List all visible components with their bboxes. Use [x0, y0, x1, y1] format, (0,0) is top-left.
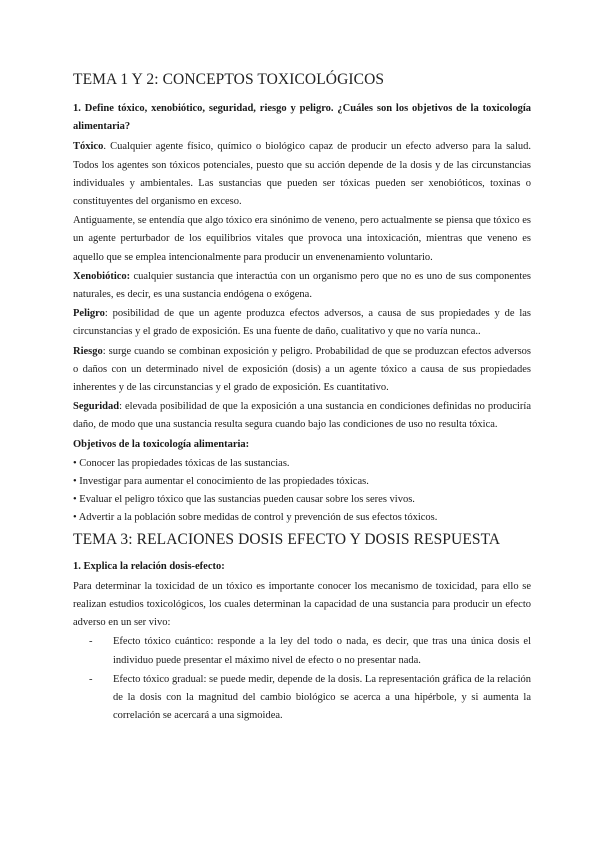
- seguridad-term: Seguridad: [73, 401, 120, 413]
- peligro-definition: : posibilidad de que un agente produzca efectos adversos, a causa de sus propiedades y de las circunstancias y el grado de exposición. Es una fuente de daño, cualitativo y que no varía nunca..: [73, 308, 531, 338]
- tema1-question: 1. Define tóxico, xenobiótico, seguridad, riesgo y peligro. ¿Cuáles son los objetivos de la toxicología alimentaria?: [73, 103, 531, 133]
- efecto-list: [73, 633, 531, 725]
- peligro-paragraph: [73, 305, 531, 341]
- xenobiotico-definition: cualquier sustancia que interactúa con un organismo pero que no es uno de sus componentes naturales, es decir, es una sustancia endógena o exógena.: [73, 270, 531, 301]
- tema3-intro: Para determinar la toxicidad de un tóxico es importante conocer los mecanismo de toxicidad, para ello se realizan estudios toxicológicos, los cuales determinan la capacidad de una sustancia para producir un efecto adverso en un ser vivo:: [73, 580, 531, 629]
- dash-bullet: -: [89, 673, 93, 685]
- riesgo-term: Riesgo: [73, 345, 103, 357]
- list-item-text: Efecto tóxico cuántico: responde a la ley del todo o nada, es decir, que tras una única dosis el individuo puede presentar el máximo nivel de efecto o no presentar nada.: [113, 636, 531, 666]
- seguridad-definition: : elevada posibilidad de que la exposición a una sustancia en condiciones definidas no produciría daño, de modo que una sustancia resulta segura cuando bajo las condiciones de uso no resulta tóxica.: [73, 401, 531, 431]
- riesgo-definition: : surge cuando se combinan exposición y peligro. Probabilidad de que se produzcan efectos adversos o daños con un determinado nivel de exposición (dosis) a un agente tóxico a causa de sus propiedades inherentes y de las circunstancias y el grado de exposición. Es cuantitativo.: [73, 345, 531, 394]
- tema3-title: TEMA 3: RELACIONES DOSIS EFECTO Y DOSIS RESPUESTA: [73, 530, 501, 548]
- objetivo-item: • Advertir a la población sobre medidas de control y prevención de sus efectos tóxicos.: [73, 512, 438, 524]
- riesgo-paragraph: [73, 343, 531, 398]
- toxico-term: Tóxico: [73, 141, 104, 153]
- tema1-title: TEMA 1 Y 2: CONCEPTOS TOXICOLÓGICOS: [73, 71, 385, 88]
- dash-bullet: -: [89, 636, 93, 648]
- objetivo-item: • Investigar para aumentar el conocimiento de las propiedades tóxicas.: [73, 476, 369, 488]
- toxico-definition: . Cualquier agente físico, químico o biológico capaz de producir un efecto adverso para la salud. Todos los agentes son tóxicos potenciales, puesto que su acción depende de la dosis y de las circunstancias individuales y ambientales. Las sustancias que pueden ser tóxicas pueden ser xenobióticos, toxinas o constituyentes del organismo en exceso.: [73, 141, 531, 208]
- objetivos-title: Objetivos de la toxicología alimentaria:: [73, 438, 250, 450]
- list-item: [73, 633, 531, 669]
- objetivo-item: • Conocer las propiedades tóxicas de las sustancias.: [73, 457, 290, 469]
- xenobiotico-paragraph: [73, 268, 531, 304]
- document-page: [73, 70, 531, 727]
- list-item-text: Efecto tóxico gradual: se puede medir, depende de la dosis. La representación gráfica de la relación de la dosis con la magnitud del cambio biológico se acerca a una hipérbole, y si aumenta la correlación se acercará a una sigmoidea.: [113, 673, 531, 722]
- xenobiotico-term: Xenobiótico:: [73, 270, 131, 282]
- toxico-paragraph: [73, 138, 531, 211]
- tema3-question: 1. Explica la relación dosis-efecto:: [73, 560, 225, 572]
- seguridad-paragraph: [73, 398, 531, 434]
- list-item: [73, 671, 531, 726]
- peligro-term: Peligro: [73, 308, 105, 320]
- objetivo-item: • Evaluar el peligro tóxico que las sustancias pueden causar sobre los seres vivos.: [73, 494, 415, 506]
- antiguamente-paragraph: Antiguamente, se entendía que algo tóxico era sinónimo de veneno, pero actualmente se piensa que tóxico es un agente perturbador de los equilibrios vitales que provoca una intoxicación, mientras que veneno es aquello que se emplea intencionalmente para producir un envenenamiento voluntario.: [73, 215, 531, 263]
